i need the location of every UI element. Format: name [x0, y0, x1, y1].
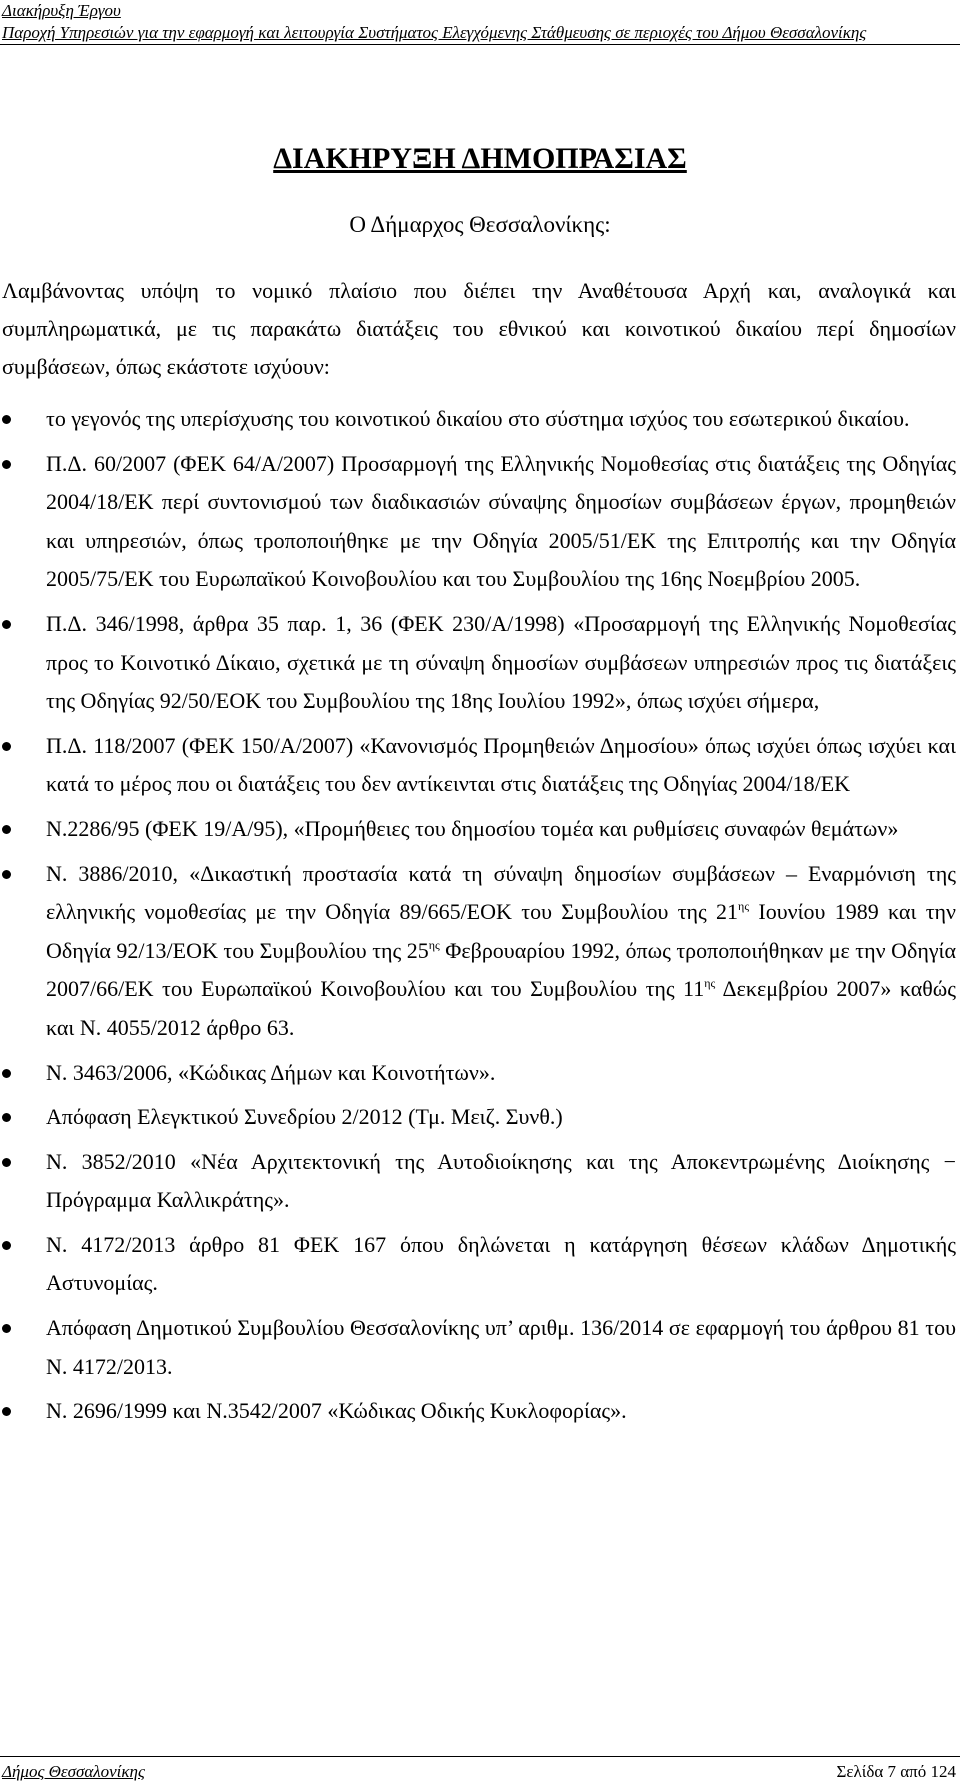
bullet-icon	[2, 742, 11, 751]
list-item	[0, 810, 956, 849]
bullet-icon	[2, 1158, 11, 1167]
document-title: ΔΙΑΚΗΡΥΞΗ ΔΗΜΟΠΡΑΣΙΑΣ	[273, 142, 687, 175]
list-item-text: Π.Δ. 60/2007 (ΦΕΚ 64/Α/2007) Προσαρμογή της Ελληνικής Νομοθεσίας στις διατάξεις της Οδηγίας 2004/18/ΕΚ περί συντονισμού των διαδικασιών σύναψης δημοσίων συμβάσεων έργων, προμηθειών και υπηρεσιών, όπως τροποποιήθηκε με την Οδηγία 2005/51/ΕΚ της Επιτροπής και την Οδηγία 2005/75/ΕΚ του Ευρωπαϊκού Κοινοβουλίου και του Συμβουλίου της 16ης Νοεμβρίου 2005.	[46, 450, 956, 592]
list-item-text-part: Ιουνίου 1989 και την Οδηγία 92/13/ΕΟΚ του Συμβουλίου της 25	[46, 899, 956, 963]
list-item	[0, 1226, 956, 1303]
bullet-icon	[2, 1324, 11, 1333]
list-item-text: Ν. 3852/2010 «Νέα Αρχιτεκτονική της Αυτοδιοίκησης και της Αποκεντρωμένης Διοίκησης − Πρόγραμμα Καλλικράτης».	[46, 1148, 956, 1213]
list-item	[0, 1392, 956, 1431]
list-item	[0, 855, 956, 1048]
page-footer	[0, 1752, 960, 1788]
list-item-text: Ν. 3463/2006, «Κώδικας Δήμων και Κοινοτήτων».	[46, 1059, 496, 1085]
bullet-icon	[2, 1113, 11, 1122]
bullet-icon	[2, 460, 11, 469]
list-item	[0, 1098, 956, 1137]
list-item	[0, 400, 956, 439]
bullet-icon	[2, 415, 11, 424]
list-item	[0, 1143, 956, 1220]
list-item	[0, 605, 956, 721]
header-divider	[0, 44, 960, 45]
header-project-title: Παροχή Υπηρεσιών για την εφαρμογή και λειτουργία Συστήματος Ελεγχόμενης Στάθμευσης σε περιοχές του Δήμου Θεσσαλονίκης	[2, 23, 867, 42]
list-item-text: Π.Δ. 346/1998, άρθρα 35 παρ. 1, 36 (ΦΕΚ 230/Α/1998) «Προσαρμογή της Ελληνικής Νομοθεσίας προς το Κοινοτικό Δίκαιο, σχετικά με τη σύναψη δημοσίων συμβάσεων υπηρεσιών προς τις διατάξεις της Οδηγίας 92/50/ΕΟΚ του Συμβουλίου της 18ης Ιουλίου 1992», όπως ισχύει σήμερα,	[46, 610, 956, 714]
list-item-text-part: Δεκεμβρίου 2007» καθώς και Ν. 4055/2012 άρθρο 63.	[46, 976, 956, 1040]
list-item-text-part: Φεβρουαρίου 1992, όπως τροποποιήθηκαν με την Οδηγία 2007/66/ΕΚ του Ευρωπαϊκού Κοινοβουλίου και του Συμβουλίου της 11	[46, 937, 956, 1002]
bullet-icon	[2, 620, 11, 629]
list-item-text: Απόφαση Δημοτικού Συμβουλίου Θεσσαλονίκης υπ’ αριθμ. 136/2014 σε εφαρμογή του άρθρου 81 του Ν. 4172/2013.	[46, 1315, 956, 1379]
footer-organization: Δήμος Θεσσαλονίκης	[2, 1762, 145, 1781]
list-item-text: Απόφαση Ελεγκτικού Συνεδρίου 2/2012 (Τμ. Μειζ. Συνθ.)	[46, 1104, 563, 1130]
page-header	[0, 0, 960, 44]
ordinal-suffix: ης	[428, 937, 440, 952]
bullet-icon	[2, 1069, 11, 1078]
legal-framework-list	[0, 400, 960, 1437]
intro-paragraph: Λαμβάνοντας υπόψη το νομικό πλαίσιο που διέπει την Αναθέτουσα Αρχή και, αναλογικά και συμπληρωματικά, με τις παρακάτω διατάξεις του εθνικού και κοινοτικού δικαίου περί δημοσίων συμβάσεων, όπως εκάστοτε ισχύουν:	[2, 278, 956, 379]
list-item	[0, 727, 956, 804]
list-item-text: Ν. 4172/2013 άρθρο 81 ΦΕΚ 167 όπου δηλώνεται η κατάργηση θέσεων κλάδων Δημοτικής Αστυνομίας.	[46, 1231, 956, 1296]
bullet-icon	[2, 1407, 11, 1416]
document-subtitle: Ο Δήμαρχος Θεσσαλονίκης:	[349, 212, 611, 237]
list-item-text: Ν.2286/95 (ΦΕΚ 19/Α/95), «Προμήθειες του δημοσίου τομέα και ρυθμίσεις συναφών θεμάτων»	[46, 815, 899, 841]
page-number: Σελίδα 7 από 124	[836, 1762, 956, 1781]
list-item-text: Ν. 2696/1999 και Ν.3542/2007 «Κώδικας Οδικής Κυκλοφορίας».	[46, 1398, 627, 1424]
list-item	[0, 1309, 956, 1386]
ordinal-suffix: ης	[704, 976, 716, 991]
list-item-text-part: Ν. 3886/2010, «Δικαστική προστασία κατά τη σύναψη δημοσίων συμβάσεων – Εναρμόνιση της ελληνικής νομοθεσίας με την Οδηγία 89/665/ΕΟΚ του Συμβουλίου της 21	[46, 860, 956, 925]
bullet-icon	[2, 870, 11, 879]
footer-divider	[0, 1756, 960, 1757]
list-item	[0, 445, 956, 599]
bullet-icon	[2, 825, 11, 834]
list-item-text: Π.Δ. 118/2007 (ΦΕΚ 150/Α/2007) «Κανονισμός Προμηθειών Δημοσίου» όπως ισχύει όπως ισχύει και κατά το μέρος που οι διατάξεις του δεν αντίκεινται στις διατάξεις της Οδηγίας 2004/18/ΕΚ	[46, 732, 956, 797]
bullet-icon	[2, 1241, 11, 1250]
list-item	[0, 1054, 956, 1093]
header-document-name: Διακήρυξη Έργου	[2, 1, 121, 20]
list-item-text: το γεγονός της υπερίσχυσης του κοινοτικού δικαίου στο σύστημα ισχύος του εσωτερικού δικαίου.	[46, 406, 910, 431]
ordinal-suffix: ης	[738, 899, 750, 914]
